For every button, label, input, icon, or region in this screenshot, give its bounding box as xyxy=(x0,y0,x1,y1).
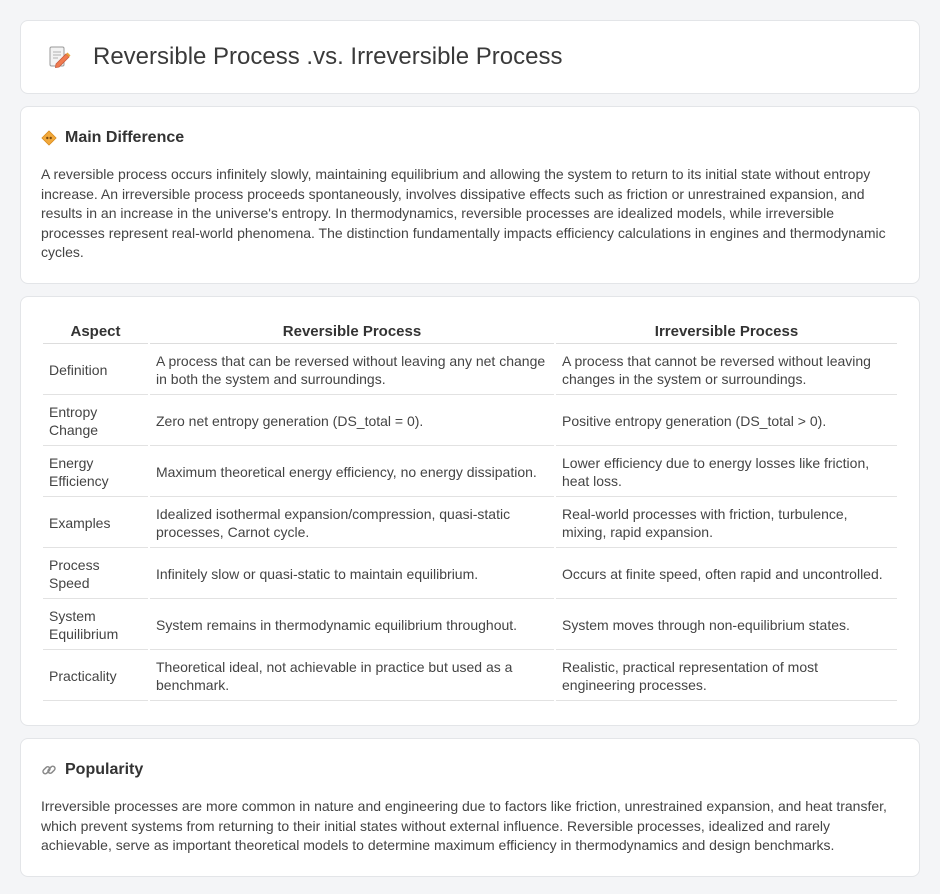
table-row xyxy=(43,346,897,395)
row-aspect: System Equilibrium xyxy=(43,601,148,650)
header-irreversible: Irreversible Process xyxy=(556,321,897,344)
section-title: Main Difference xyxy=(65,129,185,146)
row-reversible: Maximum theoretical energy efficiency, no energy dissipation. xyxy=(150,448,554,497)
row-irreversible: Realistic, practical representation of most engineering processes. xyxy=(556,652,897,701)
row-reversible: Idealized isothermal expansion/compression, quasi-static processes, Carnot cycle. xyxy=(150,499,554,548)
row-reversible: Infinitely slow or quasi-static to maintain equilibrium. xyxy=(150,550,554,599)
main-difference-text: A reversible process occurs infinitely slowly, maintaining equilibrium and allowing the system to return to its initial state without entropy increase. An irreversible process proceeds spontaneously, involves dissipative effects such as friction or unrestrained expansion, and results in an increase in the universe's entropy. In thermodynamics, reversible processes are idealized models, while irreversible processes represent real-world phenomena. The distinction fundamentally impacts efficiency calculations in engines and thermodynamic cycles. xyxy=(41,166,886,261)
row-aspect: Energy Efficiency xyxy=(43,448,148,497)
header-aspect: Aspect xyxy=(43,321,148,344)
row-irreversible: Occurs at finite speed, often rapid and uncontrolled. xyxy=(556,550,897,599)
document-pencil-icon xyxy=(47,45,71,69)
popularity-section xyxy=(20,738,920,877)
row-irreversible: Positive entropy generation (DS_total > 0). xyxy=(556,397,897,446)
row-reversible: System remains in thermodynamic equilibrium throughout. xyxy=(150,601,554,650)
header-reversible: Reversible Process xyxy=(150,321,554,344)
row-reversible: Theoretical ideal, not achievable in practice but used as a benchmark. xyxy=(150,652,554,701)
section-title: Popularity xyxy=(65,760,144,778)
row-aspect: Examples xyxy=(43,499,148,548)
table-row xyxy=(43,652,897,701)
row-aspect: Entropy Change xyxy=(43,397,148,446)
table-row xyxy=(43,601,897,650)
table-row xyxy=(43,397,897,446)
page-title: Reversible Process .vs. Irreversible Process xyxy=(93,43,563,70)
comparison-table-card xyxy=(20,296,920,726)
row-aspect: Definition xyxy=(43,346,148,395)
row-aspect: Practicality xyxy=(43,652,148,701)
row-irreversible: Lower efficiency due to energy losses like friction, heat loss. xyxy=(556,448,897,497)
table-row xyxy=(43,499,897,548)
table-row xyxy=(43,448,897,497)
table-header-row xyxy=(43,321,897,344)
title-card xyxy=(20,20,920,94)
row-reversible: A process that can be reversed without leaving any net change in both the system and surroundings. xyxy=(150,346,554,395)
row-aspect: Process Speed xyxy=(43,550,148,599)
popularity-text: Irreversible processes are more common in nature and engineering due to factors like friction, unrestrained expansion, and heat transfer, which prevent systems from returning to their initial states without external influence. Reversible processes, idealized and rarely achievable, serve as important theoretical models to determine maximum efficiency in thermodynamics and design benchmarks. xyxy=(41,797,887,854)
row-reversible: Zero net entropy generation (DS_total = 0). xyxy=(150,397,554,446)
comparison-table xyxy=(41,319,899,703)
main-difference-section xyxy=(20,106,920,284)
row-irreversible: A process that cannot be reversed without leaving changes in the system or surroundings. xyxy=(556,346,897,395)
row-irreversible: Real-world processes with friction, turbulence, mixing, rapid expansion. xyxy=(556,499,897,548)
row-irreversible: System moves through non-equilibrium states. xyxy=(556,601,897,650)
table-row xyxy=(43,550,897,599)
link-icon xyxy=(41,762,57,778)
diamond-sign-icon xyxy=(41,130,57,146)
